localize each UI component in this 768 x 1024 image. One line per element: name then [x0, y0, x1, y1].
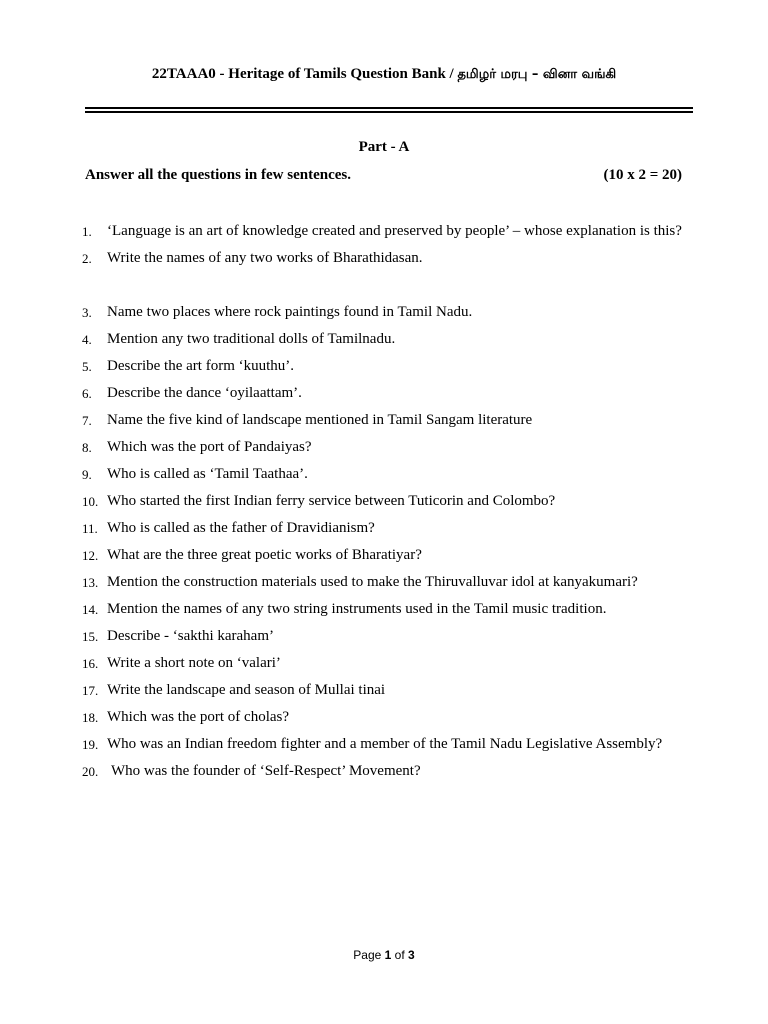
current-page-number: 1: [384, 948, 392, 962]
question-number: 9.: [82, 467, 92, 482]
question-number: 1.: [82, 224, 92, 239]
question-text: Which was the port of Pandaiyas?: [107, 439, 312, 455]
question-number: 5.: [82, 359, 92, 374]
question-text: Describe - ‘sakthi karaham’: [107, 628, 275, 644]
question-item: [82, 488, 682, 515]
question-number: 15.: [82, 629, 99, 644]
question-item: [82, 299, 682, 326]
section-instructions: [85, 167, 682, 184]
header-divider-top: [85, 107, 693, 109]
title-tamil: தமிழர் மரபு – வினா வங்கி: [457, 67, 617, 82]
question-text: Which was the port of cholas?: [107, 709, 290, 725]
page-footer: [0, 948, 768, 962]
question-item: [82, 569, 682, 596]
question-text: Mention any two traditional dolls of Tamilnadu.: [107, 331, 396, 347]
question-text: Mention the names of any two string instruments used in the Tamil music tradition.: [107, 601, 607, 617]
total-page-count: 3: [408, 948, 415, 962]
question-number: 19.: [82, 737, 99, 752]
question-item: [82, 542, 682, 569]
question-text: ‘Language is an art of knowledge created and preserved by people’ – whose explanation is this?: [107, 223, 682, 239]
question-item: [82, 218, 682, 245]
question-number: 13.: [82, 575, 99, 590]
question-item: [82, 515, 682, 542]
question-item: [82, 461, 682, 488]
question-number: 18.: [82, 710, 99, 725]
question-text: Name two places where rock paintings found in Tamil Nadu.: [107, 304, 473, 320]
question-text: Write the names of any two works of Bharathidasan.: [107, 250, 423, 266]
question-number: 6.: [82, 386, 92, 401]
question-item: [82, 758, 682, 785]
marks-allocation: (10 x 2 = 20): [603, 167, 682, 183]
question-item: [82, 245, 682, 272]
question-text: Name the five kind of landscape mentioned in Tamil Sangam literature: [107, 412, 533, 428]
page-label: Page: [353, 948, 382, 962]
question-text: Who is called as the father of Dravidianism?: [107, 520, 375, 536]
question-text: Mention the construction materials used to make the Thiruvalluvar idol at kanyakumari?: [107, 574, 638, 590]
question-item: [82, 407, 682, 434]
question-text: Who was an Indian freedom fighter and a member of the Tamil Nadu Legislative Assembly?: [107, 736, 663, 752]
question-item: [82, 650, 682, 677]
question-text: Who is called as ‘Tamil Taathaa’.: [107, 466, 308, 482]
question-number: 16.: [82, 656, 99, 671]
question-number: 7.: [82, 413, 92, 428]
question-item: [82, 353, 682, 380]
question-number: 20.: [82, 764, 99, 779]
question-item: [82, 704, 682, 731]
question-number: 2.: [82, 251, 92, 266]
question-text: Write the landscape and season of Mullai tinai: [107, 682, 386, 698]
question-item: [82, 596, 682, 623]
question-item: [82, 731, 682, 758]
question-text: Describe the art form ‘kuuthu’.: [107, 358, 295, 374]
question-number: 4.: [82, 332, 92, 347]
question-text: Describe the dance ‘oyilaattam’.: [107, 385, 302, 401]
question-item: [82, 380, 682, 407]
header-divider-bottom: [85, 111, 693, 113]
question-item: [82, 434, 682, 461]
question-item: [82, 677, 682, 704]
question-list: [82, 218, 682, 785]
question-number: 14.: [82, 602, 99, 617]
question-number: 17.: [82, 683, 99, 698]
question-item: [82, 326, 682, 353]
question-number: 8.: [82, 440, 92, 455]
question-text: What are the three great poetic works of Bharatiyar?: [107, 547, 422, 563]
document-title: [0, 66, 768, 83]
instruction-text: Answer all the questions in few sentences.: [85, 167, 351, 183]
question-number: 3.: [82, 305, 92, 320]
question-number: 10.: [82, 494, 99, 509]
page-of-label: of: [394, 948, 405, 962]
question-text: Write a short note on ‘valari’: [107, 655, 281, 671]
question-text: Who started the first Indian ferry service between Tuticorin and Colombo?: [107, 493, 556, 509]
title-english: 22TAAA0 - Heritage of Tamils Question Bank /: [151, 66, 454, 82]
part-heading: Part - A: [358, 139, 410, 155]
question-number: 12.: [82, 548, 99, 563]
question-text: Who was the founder of ‘Self-Respect’ Movement?: [111, 763, 421, 779]
question-item: [82, 623, 682, 650]
question-number: 11.: [82, 521, 98, 536]
